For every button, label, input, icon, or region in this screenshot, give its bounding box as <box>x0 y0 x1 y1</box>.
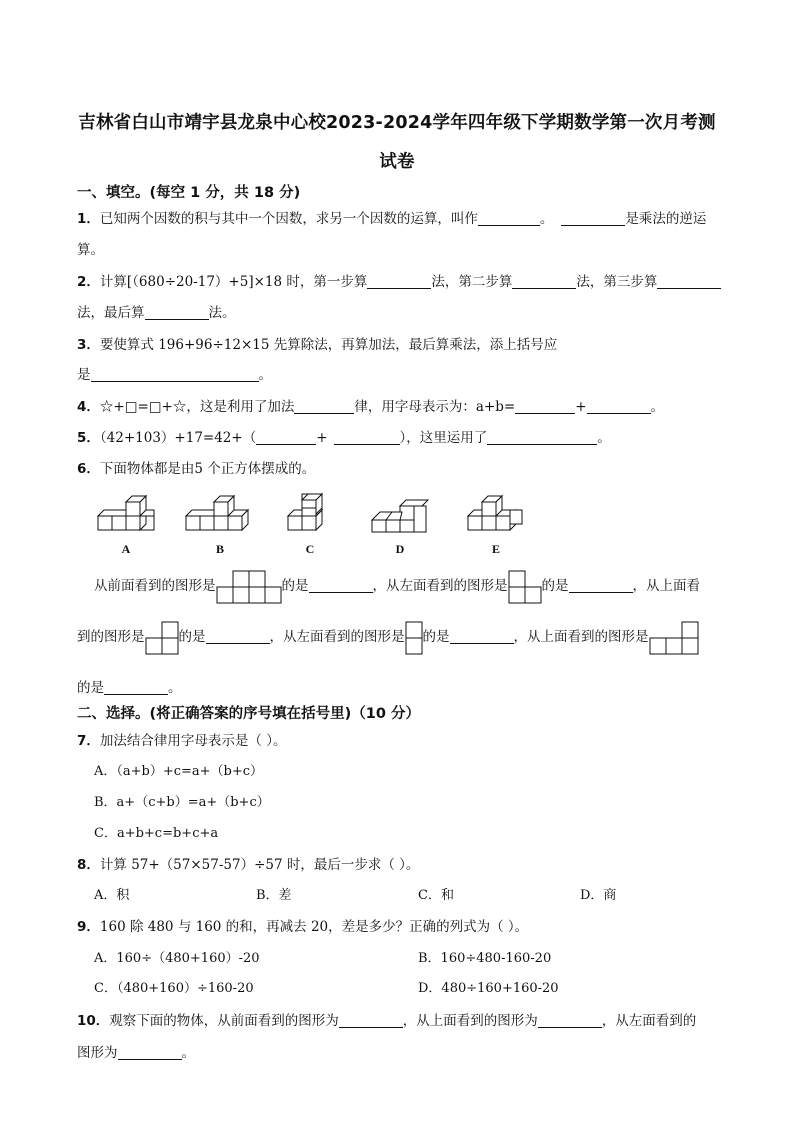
answer-blank[interactable] <box>538 1013 602 1028</box>
question-number: 2． <box>77 274 100 290</box>
cube-drawing-e <box>464 492 528 540</box>
cube-drawing-b <box>182 492 258 540</box>
answer-blank[interactable] <box>118 1045 182 1060</box>
question-number: 9． <box>77 919 100 935</box>
question-10: 10．观察下面的物体，从前面看到的图形为 ，从上面看到的图形为 ，从左面看到的 <box>77 1013 697 1029</box>
question-10-cont: 图形为 。 <box>77 1045 195 1061</box>
answer-blank[interactable] <box>569 578 633 593</box>
answer-blank[interactable] <box>104 680 168 695</box>
question-number: 5． <box>77 430 100 446</box>
answer-blank[interactable] <box>478 211 540 226</box>
answer-blank[interactable] <box>294 399 354 414</box>
question-6-row-3: 的是 。 <box>77 680 182 696</box>
option-7-b[interactable]: B．a+（c+b）=a+（b+c） <box>94 795 270 810</box>
question-6-row-2: 到的图形是 的是 ，从左面看到的图形是 的是 ，从上面看到的图形是 <box>77 620 699 654</box>
answer-blank[interactable] <box>515 399 575 414</box>
question-1: 1．已知两个因数的积与其中一个因数，求另一个因数的运算，叫作 。 是乘法的逆运 <box>77 211 707 227</box>
front-view-shape-1 <box>216 570 282 604</box>
answer-blank[interactable] <box>450 629 514 644</box>
question-number: 6． <box>77 461 100 477</box>
option-8-b[interactable]: B．差 <box>256 888 292 903</box>
answer-blank[interactable] <box>367 274 431 289</box>
cube-figures <box>94 492 534 556</box>
question-9: 9．160 除 480 与 160 的和，再减去 20，差是多少？正确的列式为（ ）。 <box>77 919 529 935</box>
option-8-a[interactable]: A．积 <box>94 888 130 903</box>
figure-e <box>464 492 528 556</box>
figure-d <box>368 492 432 556</box>
section-1-heading: 一、填空。(每空 1 分，共 18 分) <box>77 185 301 201</box>
question-1-cont: 算。 <box>77 242 104 258</box>
cube-drawing-c <box>284 492 336 540</box>
option-7-a[interactable]: A．（a+b）+c=a+（b+c） <box>94 764 264 779</box>
answer-blank[interactable] <box>512 274 576 289</box>
page-title: 吉林省白山市靖宇县龙泉中心校2023-2024学年四年级下学期数学第一次月考测 <box>78 113 716 133</box>
left-view-shape-1 <box>508 570 542 604</box>
figure-label: B <box>215 542 224 556</box>
question-number: 1． <box>77 211 100 227</box>
question-number: 7． <box>77 733 100 749</box>
answer-blank[interactable] <box>256 430 316 445</box>
question-7: 7．加法结合律用字母表示是（ ）。 <box>77 733 287 749</box>
figure-label: D <box>395 542 405 556</box>
answer-blank[interactable] <box>334 430 400 445</box>
left-view-shape-2 <box>405 621 423 655</box>
answer-blank[interactable] <box>587 399 651 414</box>
figure-c <box>284 492 348 556</box>
option-8-d[interactable]: D．商 <box>580 888 617 903</box>
figure-label: C <box>305 542 315 556</box>
question-2: 2．计算[（680÷20-17）+5]×18 时，第一步算 法，第二步算 法，第三步算 <box>77 270 721 290</box>
answer-blank[interactable] <box>487 430 597 445</box>
cube-drawing-d <box>368 492 432 540</box>
option-9-d[interactable]: D．480÷160+160-20 <box>418 981 559 996</box>
option-9-c[interactable]: C．（480+160）÷160-20 <box>94 981 254 996</box>
answer-blank[interactable] <box>206 629 270 644</box>
option-7-c[interactable]: C．a+b+c=b+c+a <box>94 826 219 841</box>
cube-drawing-a <box>94 492 158 540</box>
page-title-cont: 试卷 <box>379 152 415 172</box>
answer-blank[interactable] <box>657 274 721 289</box>
question-8: 8．计算 57+（57×57-57）÷57 时，最后一步求（ ）。 <box>77 857 420 873</box>
answer-blank[interactable] <box>561 211 625 226</box>
question-number: 10． <box>77 1013 110 1029</box>
question-5: 5．（42+103）+17=42+（ + ），这里运用了 。 <box>77 430 611 446</box>
top-view-shape-1 <box>145 621 179 655</box>
figure-b <box>182 492 246 556</box>
question-6: 6．下面物体都是由5 个正方体摆成的。 <box>77 461 316 477</box>
option-9-b[interactable]: B．160÷480-160-20 <box>418 951 552 966</box>
answer-blank[interactable] <box>339 1013 403 1028</box>
question-2-cont: 法，最后算 法。 <box>77 305 236 321</box>
figure-label: A <box>121 542 131 556</box>
top-view-shape-2 <box>649 621 699 655</box>
question-3: 3．要使算式 196+96÷12×15 先算除法，再算加法，最后算乘法，添上括号应 <box>77 337 558 353</box>
answer-blank[interactable] <box>91 367 259 382</box>
answer-blank[interactable] <box>309 578 373 593</box>
answer-blank[interactable] <box>145 305 209 320</box>
question-number: 8． <box>77 857 100 873</box>
question-6-row-1: 从前面看到的图形是 的是 ，从左面看到的图形是 的是 ，从上面看 <box>94 569 700 603</box>
question-4: 4．☆+□=□+☆，这是利用了加法 律，用字母表示为：a+b= + 。 <box>77 399 664 415</box>
question-number: 4． <box>77 399 100 415</box>
figure-label: E <box>491 542 500 556</box>
question-3-cont: 是 。 <box>77 367 272 383</box>
option-8-c[interactable]: C．和 <box>418 888 454 903</box>
figure-a <box>94 492 158 556</box>
section-2-heading: 二、选择。(将正确答案的序号填在括号里)（10 分） <box>77 706 420 722</box>
question-number: 3． <box>77 337 100 353</box>
option-9-a[interactable]: A．160÷（480+160）-20 <box>94 951 260 966</box>
